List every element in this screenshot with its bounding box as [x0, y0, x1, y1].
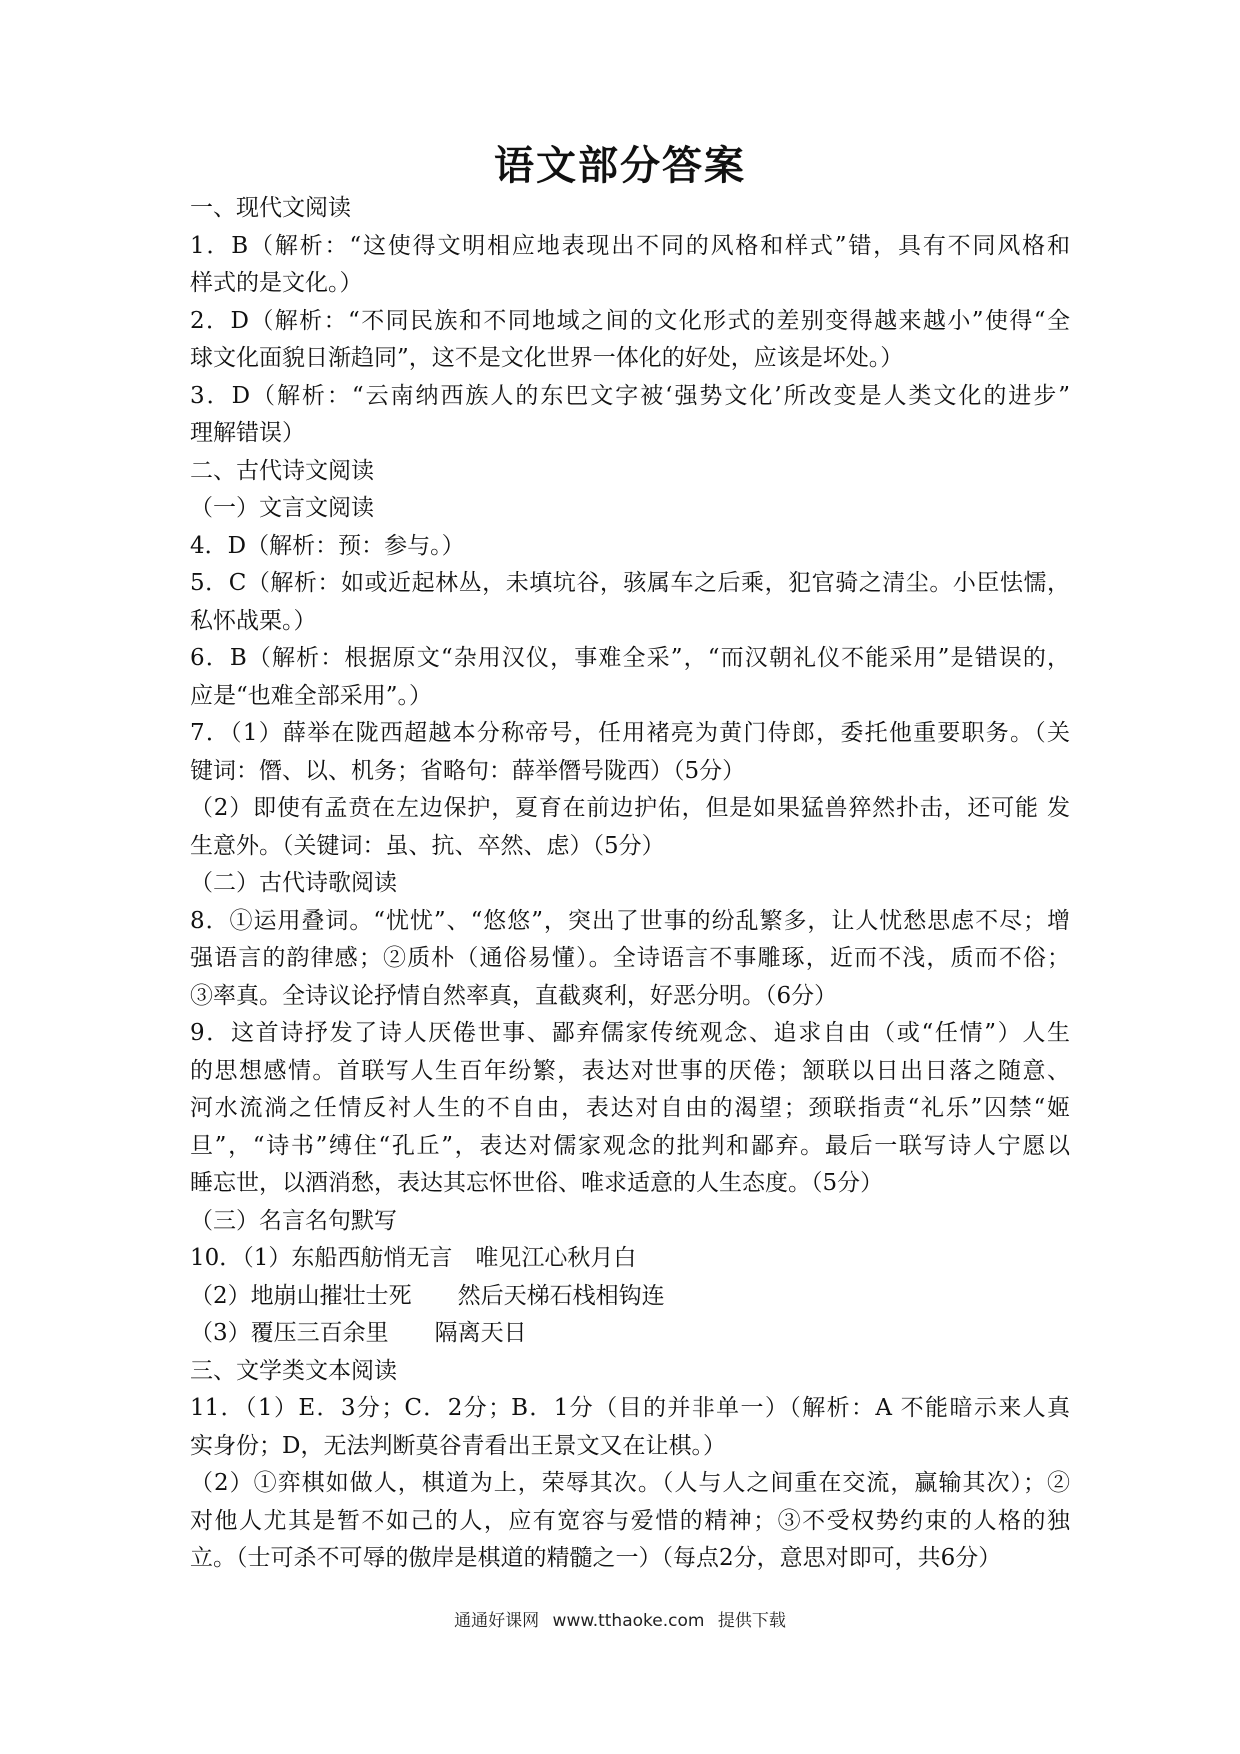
- section-heading: 三、文学类文本阅读: [190, 1357, 397, 1384]
- answer-line: 5．C（解析：如或近起林丛，未填坑谷，骇属车之后乘，犯官骑之清尘。小臣怯懦，: [190, 570, 1070, 596]
- answer-line: 样式的是文化。）: [190, 270, 363, 296]
- page-title: 语文部分答案: [494, 142, 746, 189]
- answer-line: 立。（士可杀不可辱的傲岸是棋道的精髓之一）（每点2分，意思对即可，共6分）: [190, 1545, 1002, 1571]
- answer-line: 应是“也难全部采用”。）: [190, 682, 433, 709]
- answer-line: 8．①运用叠词。“忧忧”、“悠悠”，突出了世事的纷乱繁多，让人忧愁思虑不尽；增: [190, 907, 1070, 934]
- answer-line: 旦”，“诗书”缚住“孔丘”，表达对儒家观念的批判和鄙弃。最后一联写诗人宁愿以: [190, 1132, 1070, 1159]
- answer-line: 睡忘世，以酒消愁，表达其忘怀世俗、唯求适意的人生态度。（5分）: [190, 1170, 884, 1196]
- answer-line: 10．（1）东船西舫悄无言 唯见江心秋月白: [190, 1245, 637, 1271]
- answer-line: （2）①弈棋如做人，棋道为上，荣辱其次。（人与人之间重在交流，赢输其次）；②: [190, 1470, 1070, 1496]
- answer-line: 1．B（解析：“这使得文明相应地表现出不同的风格和样式”错，具有不同风格和: [190, 232, 1070, 259]
- answer-line: 2．D（解析：“不同民族和不同地域之间的文化形式的差别变得越来越小”使得“全: [190, 307, 1070, 334]
- answer-line: 4．D（解析：预：参与。）: [190, 532, 465, 559]
- footer-url: www.tthaoke.com: [552, 1611, 705, 1631]
- answer-line: 实身份；D，无法判断莫谷青看出王景文又在让棋。）: [190, 1432, 726, 1459]
- answer-line: 生意外。（关键词：虽、抗、卒然、虑）（5分）: [190, 832, 665, 859]
- answer-line: 强语言的韵律感；②质朴（通俗易懂）。全诗语言不事雕琢，近而不浅，质而不俗；: [190, 945, 1070, 971]
- answer-line: （3）覆压三百余里 隔离天日: [190, 1320, 527, 1346]
- answer-line: 3．D（解析：“云南纳西族人的东巴文字被‘强势文化’所改变是人类文化的进步”: [190, 382, 1070, 409]
- answer-line: 理解错误）: [190, 420, 305, 446]
- footer-site-name: 通通好课网: [454, 1611, 540, 1631]
- answer-line: 9．这首诗抒发了诗人厌倦世事、鄙弃儒家传统观念、追求自由（或“任情”）人生: [190, 1020, 1070, 1046]
- section-heading: 一、现代文阅读: [190, 195, 351, 221]
- page-footer: [0, 1606, 1240, 1631]
- answer-line: 11．（1）E．3分；C．2分；B．1分（目的并非单一）（解析：A 不能暗示来人真: [190, 1395, 1070, 1421]
- answer-line: 私怀战栗。）: [190, 607, 317, 634]
- answer-line: 6．B（解析：根据原文“杂用汉仪，事难全采”，“而汉朝礼仪不能采用”是错误的，: [190, 645, 1070, 671]
- footer-suffix: 提供下载: [717, 1611, 786, 1631]
- answer-line: （2）地崩山摧壮士死 然后天梯石栈相钩连: [190, 1282, 665, 1309]
- answer-line: 键词：僭、以、机务；省略句：薛举僭号陇西）（5分）: [190, 757, 746, 784]
- answer-line: 对他人尤其是暂不如己的人，应有宽容与爱惜的精神；③不受权势约束的人格的独: [190, 1507, 1070, 1534]
- subsection-heading: （二）古代诗歌阅读: [190, 870, 397, 896]
- answer-line: 7．（1）薛举在陇西超越本分称帝号，任用褚亮为黄门侍郎，委托他重要职务。（关: [190, 720, 1070, 746]
- answer-line: 球文化面貌日渐趋同”，这不是文化世界一体化的好处，应该是坏处。）: [190, 345, 904, 371]
- answer-line: （2）即使有孟贲在左边保护，夏育在前边护佑，但是如果猛兽猝然扑击，还可能 发: [190, 795, 1070, 821]
- subsection-heading: （三）名言名句默写: [190, 1207, 397, 1234]
- answer-line: 的思想感情。首联写人生百年纷繁，表达对世事的厌倦；颔联以日出日落之随意、: [190, 1057, 1070, 1084]
- section-heading: 二、古代诗文阅读: [190, 457, 374, 484]
- answer-line: ③率真。全诗议论抒情自然率真，直截爽利，好恶分明。（6分）: [190, 982, 838, 1009]
- answer-line: 河水流淌之任情反衬人生的不自由，表达对自由的渴望；颈联指责“礼乐”囚禁“姬: [190, 1095, 1070, 1121]
- subsection-heading: （一）文言文阅读: [190, 495, 374, 521]
- answer-content: [190, 190, 1070, 1578]
